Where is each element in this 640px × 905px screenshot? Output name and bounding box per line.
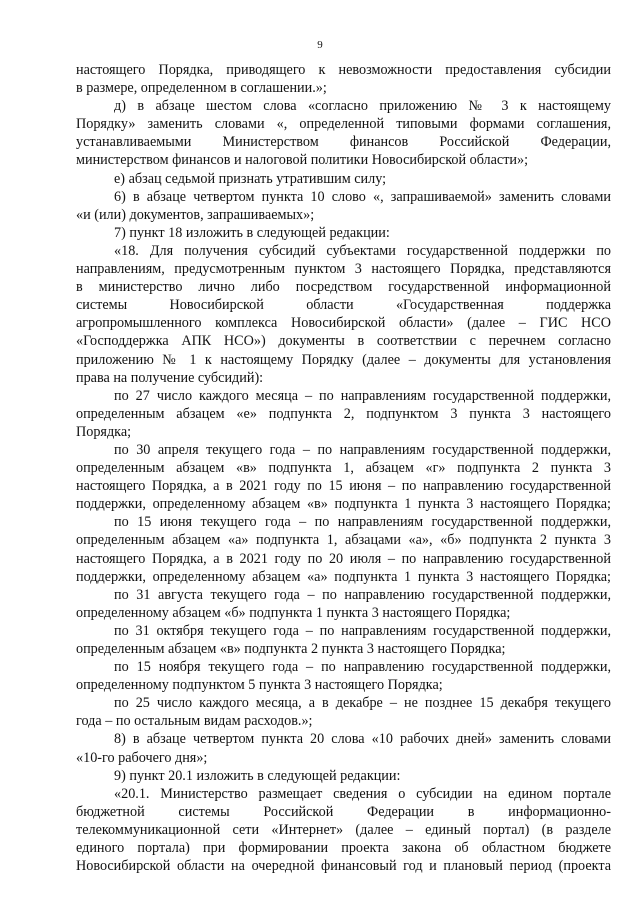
text-line: е) абзац седьмой признать утратившим силу; — [114, 170, 387, 187]
text-line: «Господдержка АПК НСО») документы в соответствии с перечнем согласно — [76, 333, 611, 350]
text-line: права на получение субсидий): — [76, 369, 264, 386]
text-line: определенным абзацем «а» подпункта 1, абзацами «а», «б» подпункта 2 пункта 3 — [76, 532, 611, 549]
text-line: в размере, определенном в соглашении.»; — [76, 80, 327, 97]
text-line: 9) пункт 20.1 изложить в следующей редакции: — [114, 767, 401, 784]
text-line: Новосибирской области на очередной финансовый год и плановый период (проекта — [76, 858, 611, 875]
text-line: поддержки, определенному абзацем «а» подпункта 1 пункта 3 настоящего Порядка; — [76, 568, 611, 585]
document-body — [76, 61, 611, 875]
text-line: по 25 число каждого месяца, а в декабре – не позднее 15 декабря текущего — [114, 695, 611, 712]
text-line: системы Новосибирской области «Государственная поддержка — [76, 297, 611, 314]
text-line: министерством финансов и налоговой политики Новосибирской области»; — [76, 152, 529, 169]
text-line: поддержки, определенному абзацем «в» подпункта 1 пункта 3 настоящего Порядка; — [76, 496, 611, 513]
text-line: 8) в абзаце четвертом пункта 20 слова «10 рабочих дней» заменить словами — [114, 731, 611, 748]
text-line: Порядку» заменить словами «, определенной типовыми формами соглашения, — [76, 116, 611, 133]
text-line: определенным абзацем «е» подпункта 2, подпунктом 3 пункта 3 настоящего — [76, 405, 611, 422]
text-line: приложению № 1 к настоящему Порядку (далее – документы для установления — [76, 351, 611, 368]
text-line: устанавливаемыми Министерством финансов Российской Федерации, — [76, 134, 611, 151]
text-line: телекоммуникационной сети «Интернет» (далее – единый портал) (в разделе — [76, 821, 611, 838]
text-line: бюджетной системы Российской Федерации в информационно- — [76, 803, 611, 820]
text-line: определенным абзацем «в» подпункта 2 пункта 3 настоящего Порядка; — [76, 641, 506, 657]
text-line: настоящего Порядка, приводящего к невозможности предоставления субсидии — [76, 62, 611, 78]
text-line: агропромышленного комплекса Новосибирской области» (далее – ГИС НСО — [76, 315, 611, 332]
text-line: в министерство лично либо посредством государственной информационной — [76, 279, 611, 296]
text-line: определенным абзацем «в» подпункта 1, абзацем «г» подпункта 2 пункта 3 — [76, 460, 611, 477]
text-line: по 31 августа текущего года – по направлению государственной поддержки, — [114, 586, 611, 603]
text-line: по 15 ноября текущего года – по направлению государственной поддержки, — [114, 659, 611, 676]
text-line: «10-го рабочего дня»; — [76, 749, 208, 766]
text-line: по 30 апреля текущего года – по направлениям государственной поддержки, — [114, 441, 611, 458]
text-line: 7) пункт 18 изложить в следующей редакции: — [114, 224, 390, 241]
text-line: по 15 июня текущего года – по направлениям государственной поддержки, — [114, 514, 611, 531]
text-line: «18. Для получения субсидий субъектами государственной поддержки по — [114, 242, 611, 259]
text-line: года – по остальным видам расходов.»; — [76, 713, 313, 730]
text-line: настоящего Порядка, а в 2021 году по 20 июля – по направлению государственной — [76, 550, 611, 567]
text-line: определенному абзацем «б» подпункта 1 пункта 3 настоящего Порядка; — [76, 604, 511, 621]
text-line: по 31 октября текущего года – по направлениям государственной поддержки, — [114, 622, 611, 639]
text-line: по 27 число каждого месяца – по направлениям государственной поддержки, — [114, 387, 611, 404]
text-line: «20.1. Министерство размещает сведения о субсидии на едином портале — [114, 785, 611, 802]
text-line: единого портала) при формировании проекта закона об областном бюджете — [76, 840, 611, 857]
text-line: Порядка; — [76, 423, 132, 440]
text-line: 6) в абзаце четвертом пункта 10 слово «, запрашиваемой» заменить словами — [114, 188, 611, 205]
page-number: 9 — [317, 39, 323, 51]
text-line: «и (или) документов, запрашиваемых»; — [76, 206, 315, 223]
text-line: настоящего Порядка, а в 2021 году по 15 июня – по направлению государственной — [76, 478, 611, 495]
text-line: д) в абзаце шестом слова «согласно приложению № 3 к настоящему — [114, 98, 611, 115]
text-line: определенному подпунктом 5 пункта 3 настоящего Порядка; — [76, 677, 443, 694]
text-line: направлениям, предусмотренным пунктом 3 настоящего Порядка, представляются — [76, 261, 611, 278]
